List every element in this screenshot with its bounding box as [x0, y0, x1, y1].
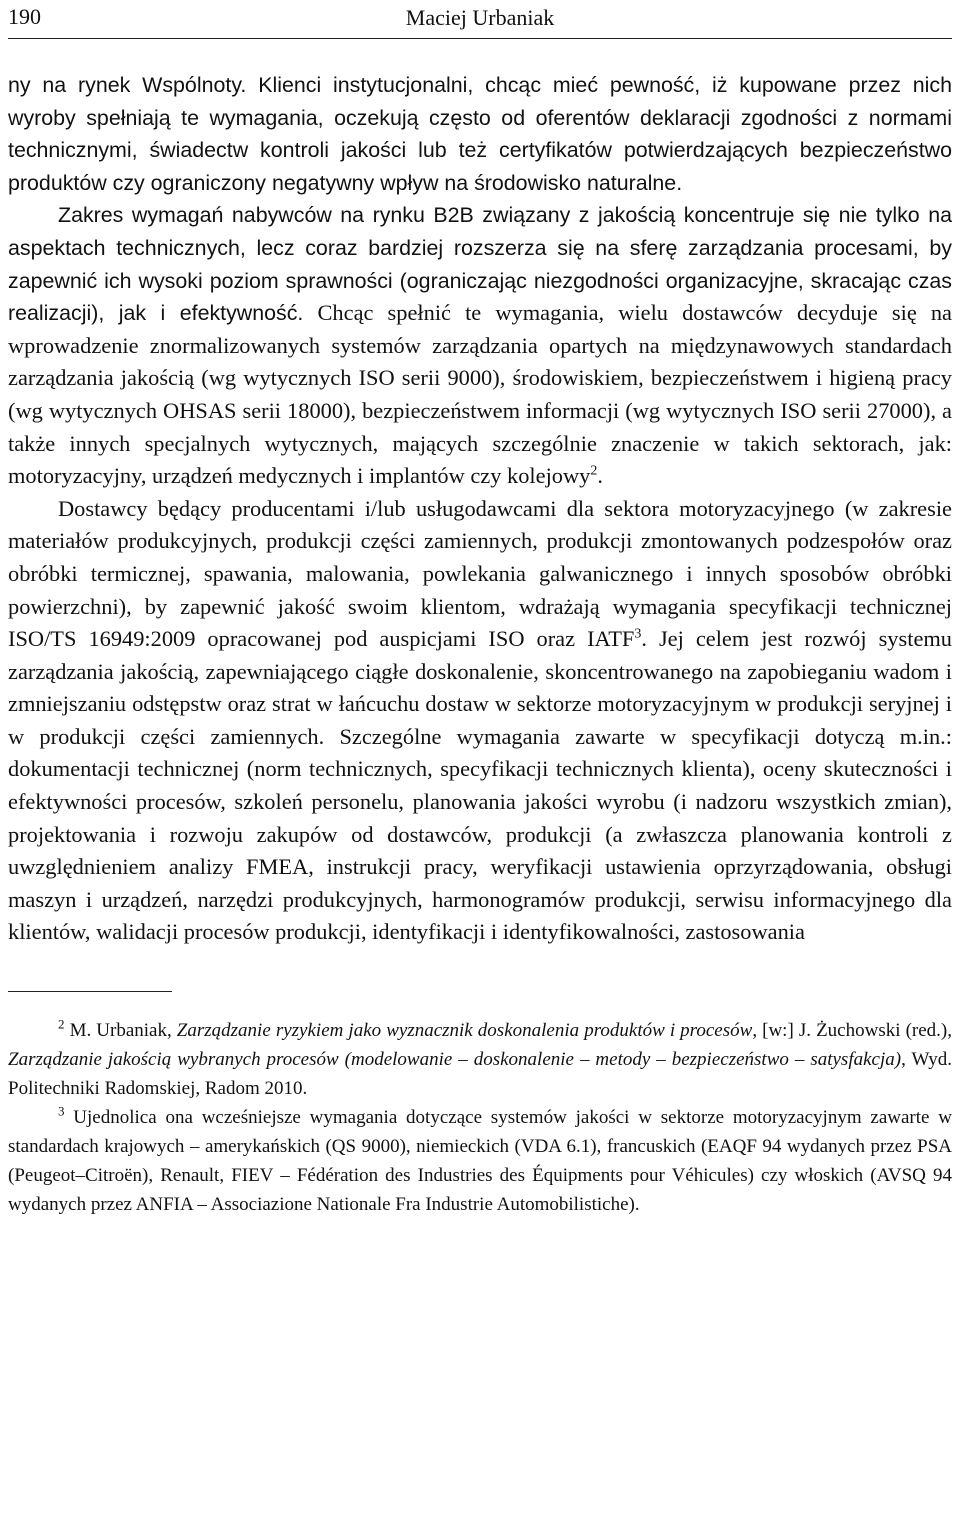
footnotes	[8, 1016, 952, 1219]
paragraph-b2b-requirements	[8, 199, 952, 492]
page-number: 190	[8, 4, 41, 29]
paragraph-text: ny na rynek Wspólnoty. Klienci instytucjonalni, chcąc mieć pewność, iż kupowane przez nich wyroby spełniają te wymagania, oczekują często od oferentów deklaracji zgodności z normami technicznymi, świadectw kontroli jakości lub też certyfikatów potwierdzających bezpieczeństwo produktów czy ograniczony negatywny wpływ na środowisko naturalne.	[8, 73, 952, 195]
footnote-title: Zarządzanie ryzykiem jako wyznacznik doskonalenia produktów i procesów	[176, 1020, 753, 1042]
body-text	[8, 69, 952, 949]
footnote-number: 3	[58, 1103, 65, 1119]
footnote-text: , [w:] J. Żuchowski (red.),	[752, 1020, 952, 1042]
footnote-text: , Wyd. Politechniki Radomskiej, Radom 2010.	[8, 1049, 952, 1100]
footnote-2	[8, 1016, 952, 1103]
paragraph-automotive-suppliers	[8, 493, 952, 949]
paragraph-end: .	[597, 463, 603, 489]
paragraph-text: Dostawcy będący producentami i/lub usługodawcami dla sektora motoryzacyjnego (w zakresie materiałów produkcyjnych, produkcji części zamiennych, produkcji zmontowanych podzespołów oraz obróbki termicznej, spawania, malowania, powlekania galwanicznego i innych sposobów obróbki powierzchni), by zapewnić jakość swoim klientom, wdrażają wymagania specyfikacji technicznej ISO/TS 16949:2009 opracowanej pod auspicjami ISO oraz IATF	[8, 495, 952, 652]
paragraph-text-sans: Zakres wymagań nabywców na rynku B2B związany z jakością koncentruje się nie tylko na aspektach technicznych, lecz coraz bardziej rozszerza się na sferę zarządzania procesami, by zapewnić ich wysoki poziom sprawności (ograniczając niezgodności organizacyjne, skracając czas realizacji), jak i efektywność.	[8, 203, 952, 326]
footnote-ref-2[interactable]: 2	[590, 463, 598, 479]
footnote-3	[8, 1103, 952, 1219]
running-header	[8, 2, 952, 39]
paragraph-text: . Jej celem jest rozwój systemu zarządzania jakością, zapewniającego ciągłe doskonalenie, skoncentrowanego na zapobieganiu wadom i zmniejszaniu odstępstw oraz strat w łańcuchu dostaw w sektorze motoryzacyjnym w produkcji seryjnej i w produkcji części zamiennych. Szczególne wymagania zawarte w specyfikacji dotyczą m.in.: dokumentacji technicznej (norm technicznych, specyfikacji technicznych klienta), oceny skuteczności i efektywności procesów, szkoleń personelu, planowania jakości wyrobu (i nadzoru wszystkich zmian), projektowania i rozwoju zakupów od dostawców, produkcji (a zwłaszcza planowania kontroli z uwzględnieniem analizy FMEA, instrukcji pracy, weryfikacji ustawienia oprzyrządowania, obsługi maszyn i urządzeń, narzędzi produkcyjnych, harmonogramów produkcji, serwisu informacyjnego dla klientów, walidacji procesów produkcji, identyfikacji i identyfikowalności, zastosowania	[8, 626, 952, 945]
footnote-separator	[8, 991, 172, 992]
footnote-text: M. Urbaniak,	[64, 1020, 177, 1042]
paragraph-text: Chcąc spełnić te wymagania, wielu dostawców decyduje się na wprowadzenie znormalizowanych systemów zarządzania opartych na międzynawowych standardach zarządzania jakością (wg wytycznych ISO serii 9000), środowiskiem, bezpieczeństwem i higieną pracy (wg wytycznych OHSAS serii 18000), bezpieczeństwem informacji (wg wytycznych ISO serii 27000), a także innych specjalnych wytycznych, mających szczególnie znaczenie w takich sektorach, jak: motoryzacyjny, urządzeń medycznych i implantów czy kolejowy	[8, 300, 952, 489]
running-head-author: Maciej Urbaniak	[405, 5, 555, 30]
footnote-ref-3[interactable]: 3	[634, 626, 642, 642]
footnote-number: 2	[58, 1016, 65, 1032]
paragraph-continued	[8, 69, 952, 199]
footnote-title: Zarządzanie jakością wybranych procesów (modelowanie – doskonalenie – metody – bezpieczeństwo – satysfakcja)	[8, 1049, 902, 1071]
footnote-text: Ujednolica ona wcześniejsze wymagania dotyczące systemów jakości w sektorze motoryzacyjnym zawarte w standardach krajowych – amerykańskich (QS 9000), niemieckich (VDA 6.1), francuskich (EAQF 94 wydanych przez PSA (Peugeot–Citroën), Renault, FIEV – Fédération des Industries des Équipments pour Véhicules) czy włoskich (AVSQ 94 wydanych przez ANFIA – Associazione Nationale Fra Industrie Automobilistiche).	[8, 1107, 952, 1216]
document-page	[8, 0, 952, 1219]
